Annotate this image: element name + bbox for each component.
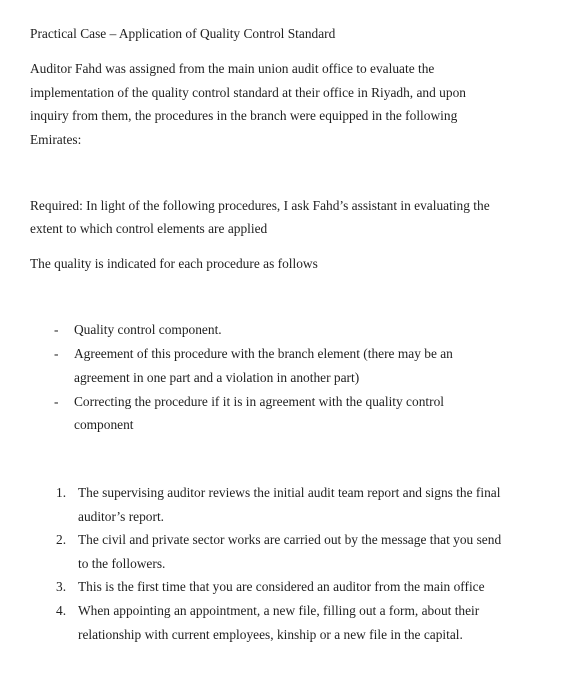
intro-line: inquiry from them, the procedures in the branch were equipped in the following xyxy=(30,108,458,123)
bullet-item: Correcting the procedure if it is in agreement with the quality control xyxy=(74,394,444,409)
bullet-marker: - xyxy=(54,346,59,361)
bullet-item-continuation: component xyxy=(74,417,134,432)
document-title: Practical Case – Application of Quality Control Standard xyxy=(30,26,336,41)
bullet-item: Quality control component. xyxy=(74,322,222,337)
required-line: extent to which control elements are applied xyxy=(30,221,268,236)
procedure-item-continuation: auditor’s report. xyxy=(78,509,165,524)
quality-note: The quality is indicated for each procedure as follows xyxy=(30,256,318,271)
procedure-number: 2. xyxy=(56,532,67,547)
procedure-item: The civil and private sector works are carried out by the message that you send xyxy=(78,532,502,547)
bullet-marker: - xyxy=(54,322,59,337)
procedure-item: The supervising auditor reviews the initial audit team report and signs the final xyxy=(78,485,501,500)
procedure-number: 4. xyxy=(56,603,67,618)
intro-line: implementation of the quality control standard at their office in Riyadh, and upon xyxy=(30,85,466,100)
intro-line: Emirates: xyxy=(30,132,82,147)
procedure-item: This is the first time that you are considered an auditor from the main office xyxy=(78,579,485,594)
intro-line: Auditor Fahd was assigned from the main union audit office to evaluate the xyxy=(30,61,435,76)
procedure-item-continuation: to the followers. xyxy=(78,556,166,571)
procedure-item: When appointing an appointment, a new file, filling out a form, about their xyxy=(78,603,480,618)
bullet-marker: - xyxy=(54,394,59,409)
required-line: Required: In light of the following procedures, I ask Fahd’s assistant in evaluating the xyxy=(30,198,490,213)
procedure-item-continuation: relationship with current employees, kinship or a new file in the capital. xyxy=(78,627,463,642)
bullet-item: Agreement of this procedure with the branch element (there may be an xyxy=(74,346,453,361)
bullet-item-continuation: agreement in one part and a violation in another part) xyxy=(74,370,360,385)
procedure-number: 1. xyxy=(56,485,67,500)
procedure-number: 3. xyxy=(56,579,67,594)
